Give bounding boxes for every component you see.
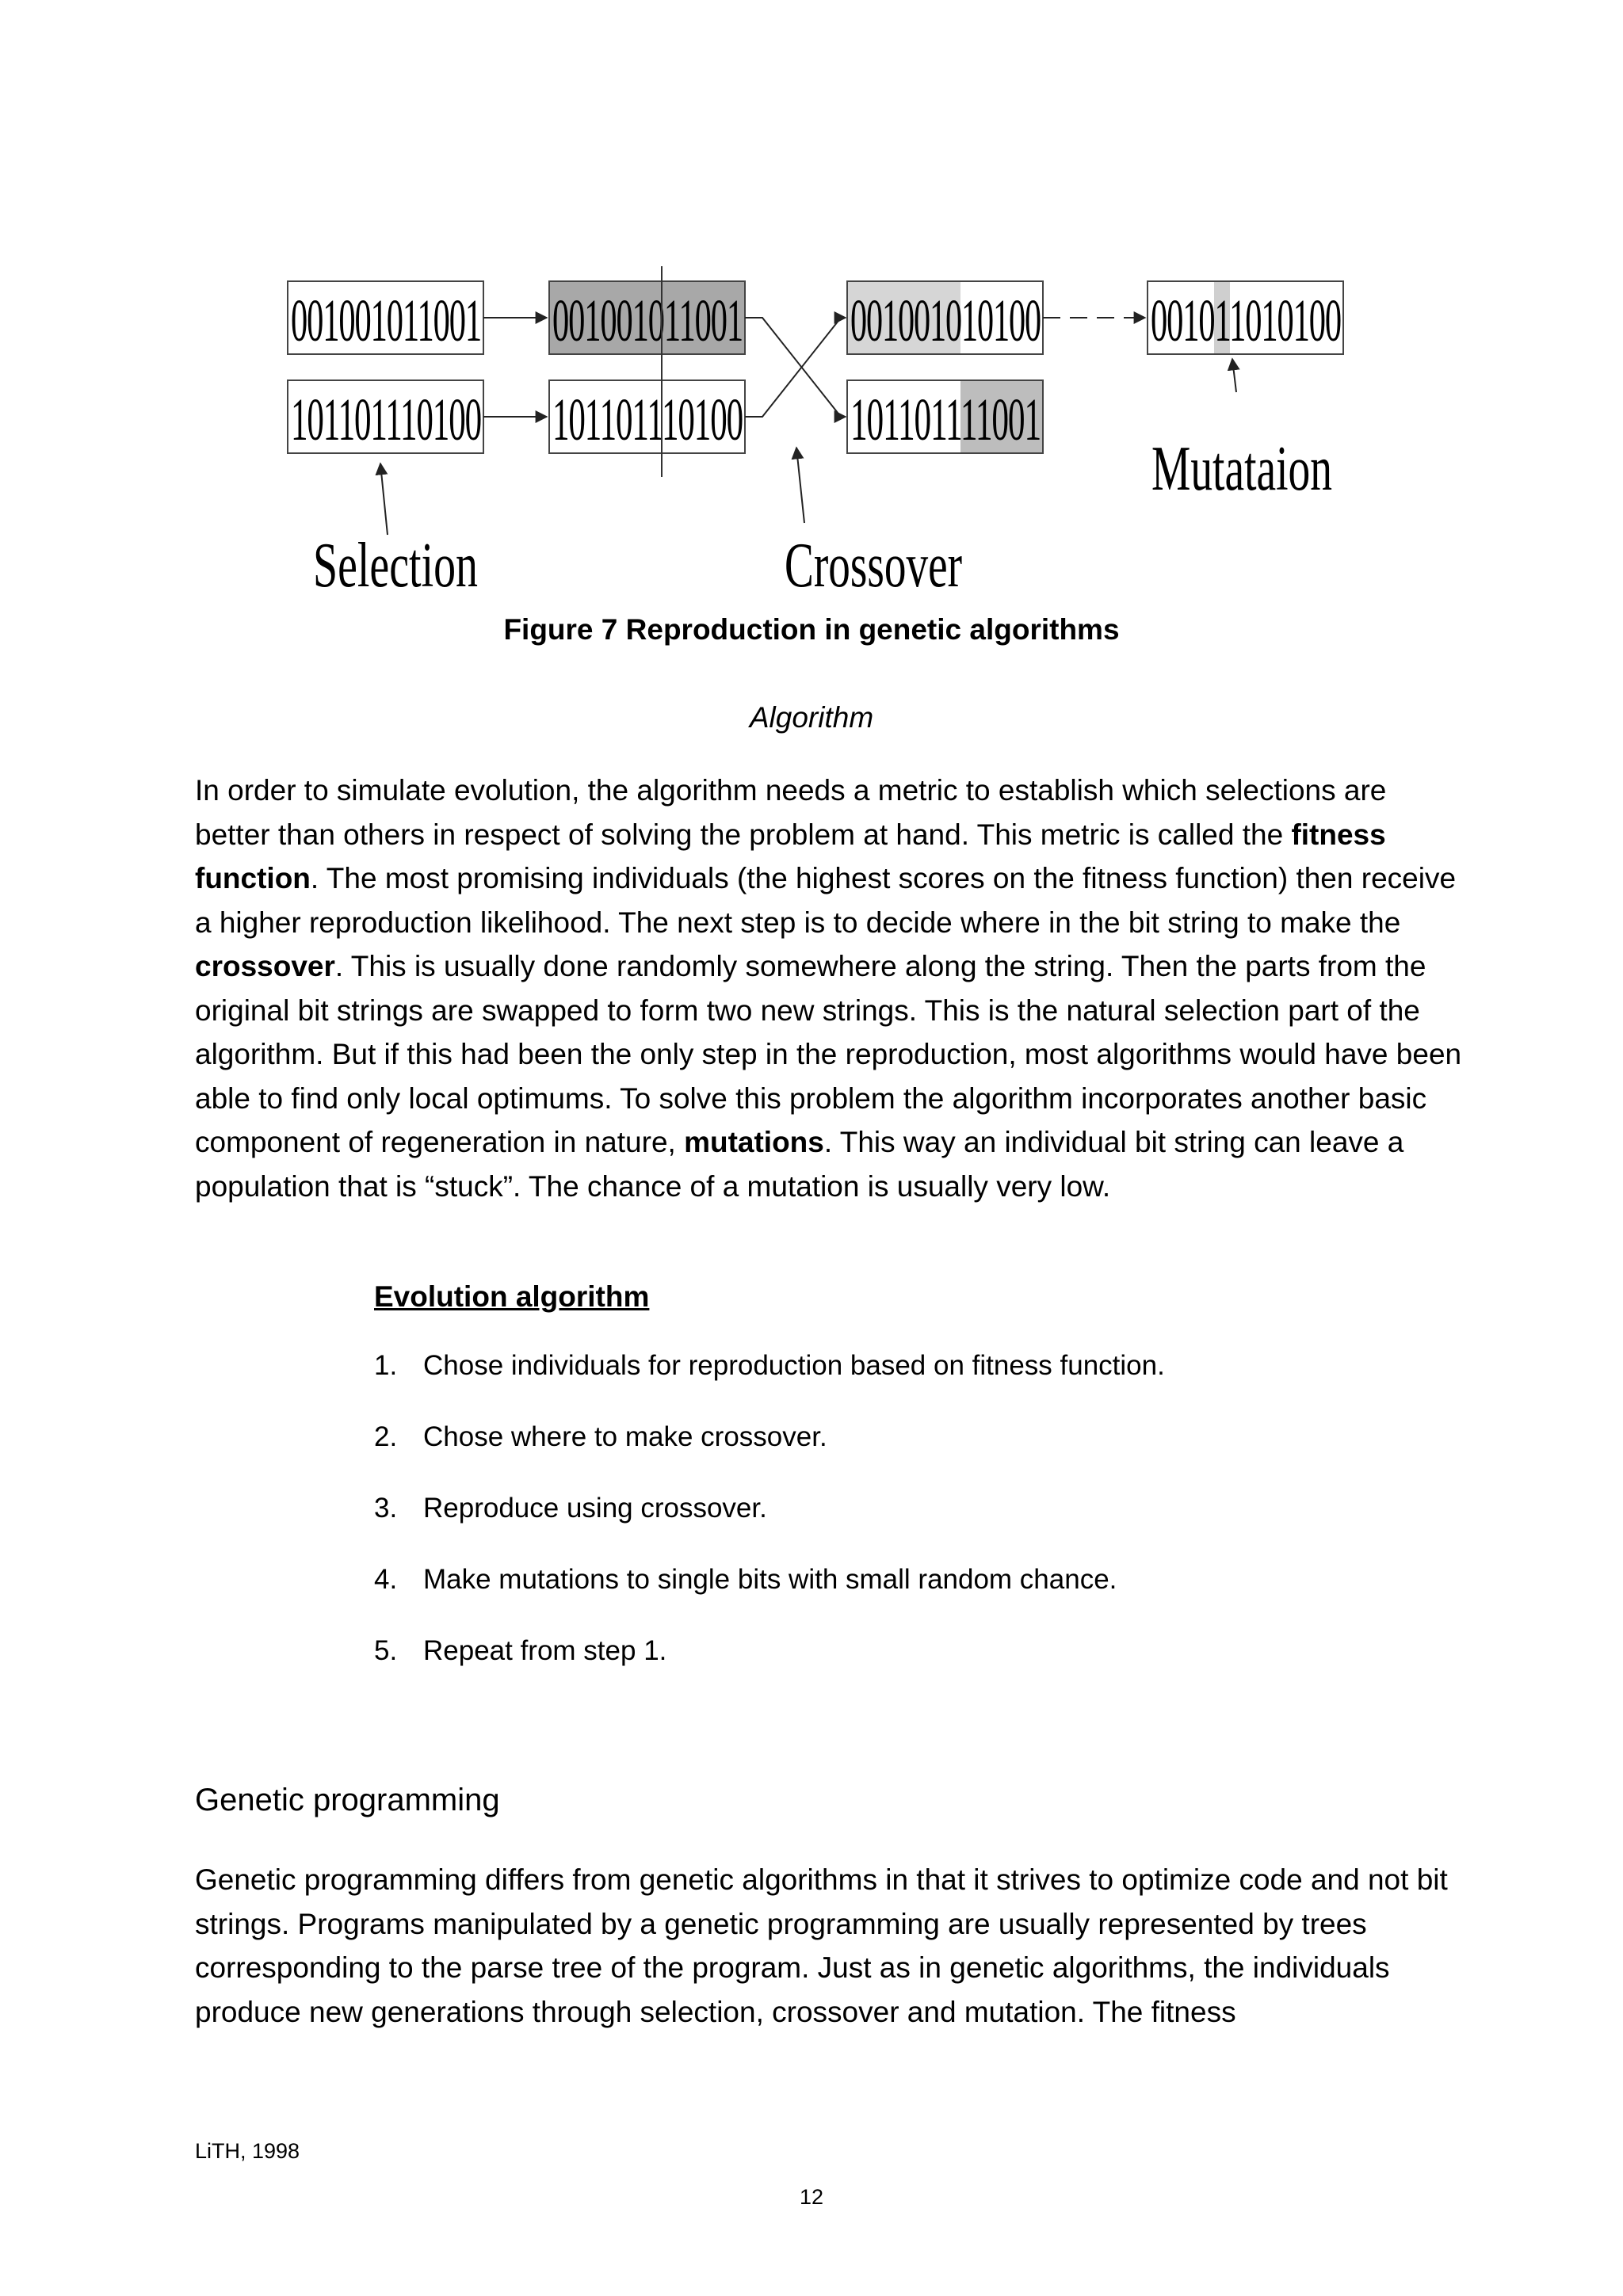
bitstring-m1: 001011010100: [1151, 288, 1341, 354]
reproduction-figure: [281, 261, 1359, 601]
step-number: 5.: [374, 1635, 398, 1666]
term-mutations: mutations: [684, 1126, 824, 1158]
list-item: [374, 1421, 1165, 1493]
label-crossover: Crossover: [785, 531, 962, 601]
pointer-crossover: [796, 448, 804, 523]
pointer-selection: [380, 463, 388, 535]
pointer-mutation: [1232, 359, 1236, 392]
list-item: [374, 1350, 1165, 1421]
bitstring-x2: 101101111001: [850, 387, 1041, 453]
step-number: 2.: [374, 1421, 398, 1452]
paragraph-text: . This way an individual bit string can leave a population that is “stuck”. The chance of a mutation is usually very low.: [195, 1126, 1404, 1203]
figure-caption: Figure 7 Reproduction in genetic algorithms: [503, 613, 1120, 646]
list-item: [374, 1635, 1165, 1707]
bitstring-s1: 001001011001: [291, 288, 481, 354]
subheading-algorithm: Algorithm: [749, 701, 874, 734]
bitstring-x1: 001001010100: [850, 288, 1041, 354]
footer-text: LiTH, 1998: [195, 2139, 300, 2163]
page-number: 12: [799, 2185, 824, 2209]
section-title-genetic-programming: Genetic programming: [195, 1783, 500, 1817]
bitstring-s2: 101101110100: [291, 387, 481, 453]
label-mutation: Mutataion: [1151, 434, 1332, 504]
step-number: 3.: [374, 1493, 398, 1524]
crossover-line-2: [745, 318, 841, 417]
paragraph-genetic-programming: Genetic programming differs from genetic algorithms in that it strives to optimize code and not bit strings. Programs manipulated by a genetic programming are usually represented by trees corresponding to the parse tree of the program. Just as in genetic algorithms, the individuals produce new generations through selection, crossover and mutation. The fitness: [195, 1863, 1448, 2028]
step-number: 1.: [374, 1350, 398, 1381]
term-fitness-function: fitness function: [195, 818, 1386, 894]
label-selection: Selection: [313, 531, 478, 601]
list-item: [374, 1564, 1165, 1635]
paragraph-algorithm: [195, 769, 1463, 1208]
list-item: [374, 1493, 1165, 1564]
term-crossover: crossover: [195, 950, 335, 982]
evolution-algorithm-title: Evolution algorithm: [374, 1280, 650, 1313]
bitstring-c2: 101101110100: [552, 387, 743, 453]
paragraph-text: . The most promising individuals (the highest scores on the fitness function) then receive a higher reproduction likelihood. The next step is to decide where in the bit string to make the: [195, 862, 1457, 939]
paragraph-text: In order to simulate evolution, the algorithm needs a metric to establish which selections are better than others in respect of solving the problem at hand. This metric is called the: [195, 774, 1387, 851]
step-text: Make mutations to single bits with small random chance.: [423, 1564, 1117, 1595]
step-number: 4.: [374, 1564, 398, 1595]
evolution-steps-list: [374, 1350, 1165, 1707]
step-text: Chose where to make crossover.: [423, 1421, 827, 1452]
step-text: Repeat from step 1.: [423, 1635, 667, 1666]
bitstring-c1: 001001011001: [552, 288, 743, 354]
step-text: Chose individuals for reproduction based on fitness function.: [423, 1350, 1165, 1381]
crossover-line-1: [745, 318, 841, 417]
paragraph-text: . This is usually done randomly somewhere along the string. Then the parts from the original bit strings are swapped to form two new strings. This is the natural selection part of the algorithm. But if this had been the only step in the reproduction, most algorithms would have been able to find only local optimums. To solve this problem the algorithm incorporates another basic component of regeneration in nature,: [195, 950, 1462, 1158]
step-text: Reproduce using crossover.: [423, 1493, 767, 1524]
